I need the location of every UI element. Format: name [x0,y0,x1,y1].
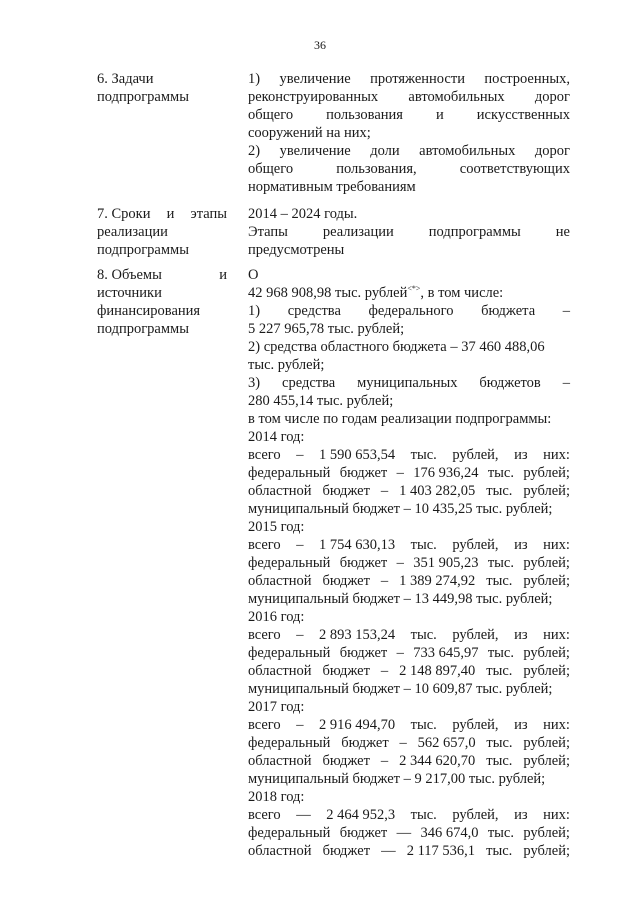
text-word: из [514,537,528,553]
text-line: 2018 год: [248,789,305,805]
text-word: бюджет [322,753,370,769]
text-word: – [562,375,570,391]
text-word: реконструированных [248,89,379,105]
text-word: – [380,663,389,679]
text-word: федеральный [248,735,331,751]
text-word: всего [248,537,281,553]
text-word: 733 645,97 [413,645,479,661]
text-word: – [296,447,304,463]
text-word: 3) [248,375,261,391]
funding-details [248,302,570,860]
label-word: 8. Объемы [97,267,162,283]
text-line [248,806,570,824]
text-line [248,302,570,320]
text-line: 2017 год: [248,699,305,715]
label-word: этапы [190,206,227,222]
page-number: 36 [314,38,326,52]
text-word: рублей; [523,735,570,751]
text-word: общего [248,161,294,177]
text-word: бюджет [322,573,370,589]
text-word: тыс. [410,447,437,463]
text-line [248,160,570,178]
text-word: средства [282,375,336,391]
text-word: 1) [248,71,261,87]
text-line [248,554,570,572]
text-word: – [296,627,304,643]
text-word: рублей; [523,843,570,859]
text-line: сооружений на них; [248,125,371,141]
text-word: дорог [534,89,570,105]
text-line [248,88,570,106]
text-word: 1) [248,303,261,319]
text-word: искусственных [476,107,570,123]
text-word: 1 403 282,05 [399,483,476,499]
text-line: 2016 год: [248,609,305,625]
text-word: бюджет [339,465,388,481]
text-line [248,662,570,680]
text-word: тыс. [487,555,514,571]
text-word: тыс. [486,843,513,859]
label-word: и [166,206,175,222]
text-word: — [396,825,412,841]
text-word: — [296,807,311,823]
text-line [248,626,570,644]
text-word: федеральный [248,825,331,841]
text-word: рублей, [452,807,499,823]
text-word: тыс. [487,825,514,841]
text-line [248,374,570,392]
text-word: рублей, [452,447,499,463]
text-word: автомобильных [408,89,505,105]
text-word: рублей; [523,645,570,661]
label-word: и [219,267,227,283]
text-line [248,842,570,860]
text-word: реализации [322,224,394,240]
text-word: из [514,447,528,463]
text-word: подпрограммы [428,224,521,240]
text-word: 351 905,23 [413,555,479,571]
text-word: федеральный [248,465,331,481]
text-word: пользования [326,107,403,123]
text-word: бюджет [339,555,388,571]
label-line [97,205,227,223]
text-word: федеральный [248,555,331,571]
text-word: областной [248,663,312,679]
text-line [248,734,570,752]
text-word: тыс. [487,645,514,661]
label-line: подпрограммы [97,321,189,337]
text-word: и [435,107,444,123]
text-line [248,752,570,770]
text-line: тыс. рублей; [248,357,325,373]
text-word: рублей; [523,825,570,841]
text-word: областной [248,753,312,769]
text-word: них: [543,627,570,643]
text-line [248,482,570,500]
footnote-marker: <*> [407,284,421,293]
text-line: муниципальный бюджет – 13 449,98 тыс. рублей; [248,591,553,607]
text-line: в том числе по годам реализации подпрограммы: [248,411,552,427]
text-word: них: [543,447,570,463]
text-word: построенных, [484,71,570,87]
text-word: рублей; [523,663,570,679]
text-word: 2 916 494,70 [319,717,396,733]
funding-total-line-2 [248,284,570,302]
text-word: 2 148 897,40 [399,663,476,679]
section-funding-label [97,266,227,338]
text-word: тыс. [486,735,513,751]
text-word: рублей, [452,717,499,733]
text-line: О [248,267,259,283]
section-terms-label [97,205,227,259]
text-word: из [514,807,528,823]
text-line [248,572,570,590]
label-line: источники [97,285,162,301]
text-word: тыс. [410,627,437,643]
label-line: подпрограммы [97,89,189,105]
text-line [248,446,570,464]
text-word: рублей; [523,483,570,499]
text-word: них: [543,717,570,733]
text-word: – [296,537,304,553]
text-word: – [380,753,389,769]
text-word: тыс. [410,807,437,823]
text-word: доли [370,143,400,159]
text-word: тыс. [410,717,437,733]
text-line: предусмотрены [248,242,345,258]
text-word: 562 657,0 [417,735,476,751]
text-word: всего [248,627,281,643]
section-terms-text [248,205,570,259]
text-line: 2014 – 2024 годы. [248,206,358,222]
label-word: 7. Сроки [97,206,151,222]
total-amount: 42 968 908,98 тыс. рублей [248,285,408,301]
label-line: финансирования [97,303,201,319]
text-line: 280 455,14 тыс. рублей; [248,393,394,409]
text-word: рублей; [523,753,570,769]
text-line [248,716,570,734]
text-word: бюджета [481,303,536,319]
text-word: бюджетов [479,375,541,391]
text-word: – [396,465,404,481]
text-line [248,644,570,662]
text-word: 2 893 153,24 [319,627,396,643]
label-line: подпрограммы [97,242,189,258]
text-word: рублей; [523,573,570,589]
section-tasks-text [248,70,570,196]
text-word: автомобильных [419,143,516,159]
text-word: федерального [368,303,454,319]
text-line: 5 227 965,78 тыс. рублей; [248,321,405,337]
text-word: областной [248,483,312,499]
text-word: — [381,843,396,859]
text-line [248,106,570,124]
text-word: средства [287,303,341,319]
funding-total-line-1 [248,266,570,284]
text-word: рублей, [452,627,499,643]
text-word: соответствующих [459,161,570,177]
label-line: 6. Задачи [97,71,154,87]
text-line: 2015 год: [248,519,305,535]
text-word: 2 464 952,3 [326,807,396,823]
text-word: рублей; [523,555,570,571]
text-line: муниципальный бюджет – 9 217,00 тыс. рублей; [248,771,546,787]
text-word: бюджет [339,645,388,661]
text-word: всего [248,447,281,463]
text-word: тыс. [486,753,513,769]
text-word: – [396,645,404,661]
text-line: муниципальный бюджет – 10 609,87 тыс. рублей; [248,681,553,697]
text-line [248,824,570,842]
text-line: муниципальный бюджет – 10 435,25 тыс. рублей; [248,501,553,517]
text-word: – [380,483,389,499]
text-word: бюджет [322,663,370,679]
text-word: всего [248,717,281,733]
text-word: не [555,224,570,240]
section-tasks-label [97,70,227,106]
text-word: общего [248,107,294,123]
text-word: рублей, [452,537,499,553]
text-word: протяженности [370,71,465,87]
label-line [97,266,227,284]
text-line [248,464,570,482]
text-word: увеличение [279,143,351,159]
text-word: 2 117 536,1 [406,843,476,859]
text-word: федеральный [248,645,331,661]
text-word: всего [248,807,281,823]
text-word: тыс. [410,537,437,553]
text-word: – [399,735,407,751]
text-word: рублей; [523,465,570,481]
text-word: 176 936,24 [413,465,479,481]
text-word: бюджет [322,483,370,499]
label-line: реализации [97,224,168,240]
text-line: 2) средства областного бюджета – 37 460 488,06 [248,339,545,355]
text-word: 346 674,0 [420,825,479,841]
text-line [248,70,570,88]
text-word: муниципальных [357,375,458,391]
text-word: 1 590 653,54 [319,447,396,463]
text-word: бюджет [322,843,371,859]
text-word: Этапы [248,224,288,240]
total-suffix: , в том числе: [420,285,504,301]
text-word: из [514,717,528,733]
text-word: них: [543,807,570,823]
text-word: – [396,555,404,571]
text-word: – [296,717,304,733]
text-word: 2 344 620,70 [399,753,476,769]
text-line [248,142,570,160]
text-word: тыс. [487,465,514,481]
text-word: областной [248,843,312,859]
text-word: 1 389 274,92 [399,573,476,589]
text-word: 1 754 630,13 [319,537,396,553]
text-line [248,223,570,241]
text-word: – [380,573,389,589]
section-funding-text [248,266,570,860]
text-word: пользования, [336,161,417,177]
text-word: – [562,303,570,319]
text-line: 2014 год: [248,429,305,445]
text-word: тыс. [486,573,513,589]
text-word: бюджет [341,735,389,751]
text-word: увеличение [279,71,351,87]
text-word: тыс. [486,483,513,499]
text-line [248,536,570,554]
text-word: дорог [534,143,570,159]
text-word: них: [543,537,570,553]
text-word: областной [248,573,312,589]
text-line: нормативным требованиям [248,179,416,195]
text-word: 2) [248,143,261,159]
text-word: бюджет [339,825,388,841]
text-word: тыс. [486,663,513,679]
text-word: из [514,627,528,643]
